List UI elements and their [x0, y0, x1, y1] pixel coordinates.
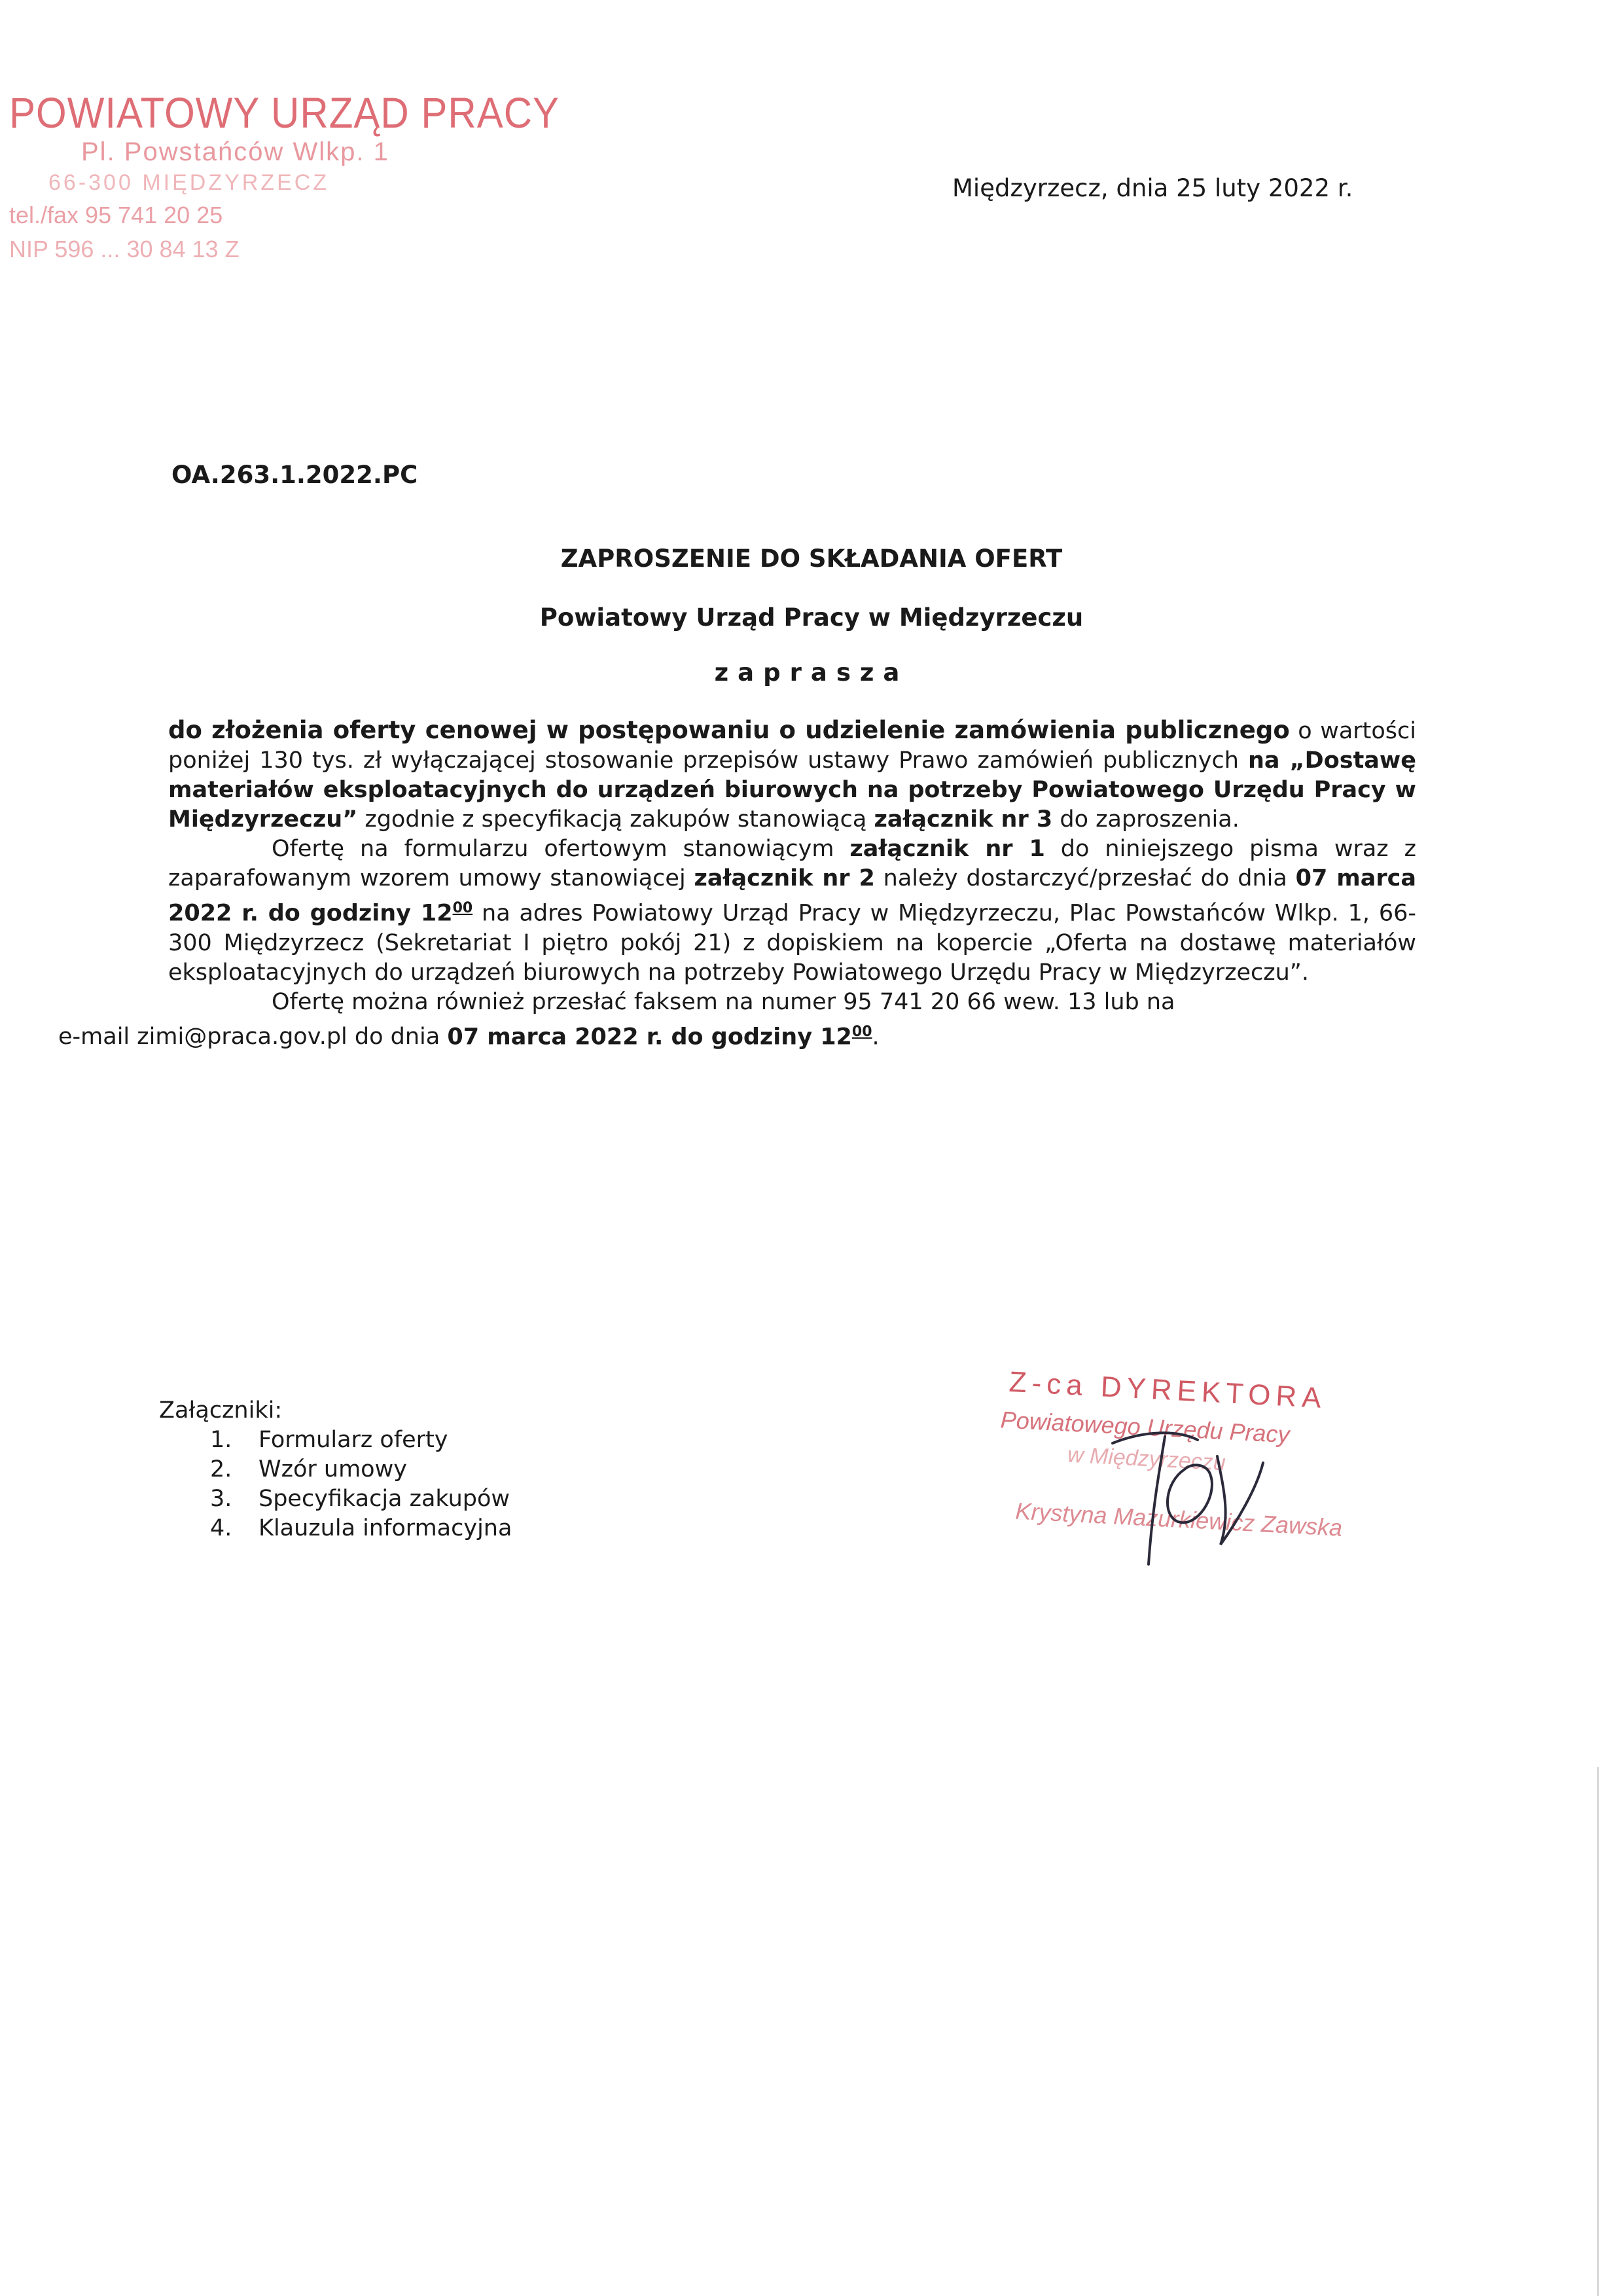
document-date: Międzyrzecz, dnia 25 luty 2022 r. — [952, 174, 1353, 202]
paragraph-3 — [58, 988, 1416, 1052]
organization-name: Powiatowy Urząd Pracy w Międzyrzeczu — [539, 603, 1084, 632]
deadline-minutes: 00 — [452, 900, 473, 916]
stamp-line-1: POWIATOWY URZĄD PRACY — [9, 88, 560, 137]
list-item — [159, 1455, 512, 1484]
deadline: 07 marca 2022 r. do godziny 12 — [168, 865, 1416, 927]
stamp-line-3: 66-300 MIĘDZYRZECZ — [48, 170, 330, 195]
list-item-label: Wzór umowy — [259, 1456, 407, 1482]
list-item-number: 2. — [210, 1456, 232, 1482]
list-item — [159, 1484, 512, 1514]
list-item-number: 3. — [210, 1486, 232, 1512]
paragraph-1 — [168, 715, 1416, 834]
deadline-email: 07 marca 2022 r. do godziny 12 — [447, 1024, 852, 1050]
paragraph-1-text-1: o wartości poniżej 130 tys. zł wyłączającej stosowanie przepisów ustawy Prawo zamówień publicznych — [168, 718, 1416, 774]
list-item-label: Formularz oferty — [259, 1427, 448, 1453]
paragraph-2-text-1: Ofertę na formularzu ofertowym stanowiącym — [272, 836, 850, 862]
scan-edge-line — [1597, 1767, 1599, 2296]
stamp-line-4: tel./fax 95 741 20 25 — [9, 202, 223, 228]
attachments-heading: Załączniki: — [159, 1397, 283, 1424]
list-item-label: Specyfikacja zakupów — [259, 1486, 510, 1512]
signature-stamp-line-1: Z-ca DYREKTORA — [1008, 1365, 1327, 1415]
paragraph-3-text-2: e-mail zimi@praca.gov.pl do dnia — [58, 1024, 448, 1050]
list-item-label: Klauzula informacyjna — [259, 1515, 512, 1541]
paragraph-2 — [168, 834, 1416, 988]
paragraph-2-text-3: należy dostarczyć/przesłać do dnia — [874, 865, 1296, 891]
list-item — [159, 1514, 512, 1543]
paragraph-2-text-4: na adres Powiatowy Urząd Pracy w Międzyrzeczu, Plac Powstańców Wlkp. 1, 66-300 Międzyrzecz (Sekretariat I piętro pokój 21) z dopiskiem na kopercie „Oferta na dostawę materiałów eksploatacyjnych do urządzeń biurowych na potrzeby Powiatowego Urzędu Pracy w Międzyrzeczu”. — [168, 900, 1416, 986]
attachment-1-ref: załącznik nr 1 — [849, 836, 1045, 862]
signature-stamp-line-4: Krystyna Mazurkiewicz Zawska — [1014, 1497, 1344, 1541]
attachments-section — [159, 1396, 512, 1543]
list-item-number: 1. — [210, 1427, 232, 1453]
stamp-line-5: NIP 596 ... 30 84 13 Z — [9, 236, 240, 262]
document-title: ZAPROSZENIE DO SKŁADANIA OFERT — [560, 545, 1063, 573]
paragraph-3-text-1: Ofertę można również przesłać faksem na numer 95 741 20 66 wew. 13 lub na — [272, 988, 1175, 1015]
signature-stamp-line-2: Powiatowego Urzędu Pracy — [999, 1406, 1291, 1448]
letter-body — [58, 715, 1416, 1052]
handwritten-signature — [1086, 1417, 1283, 1574]
signature-stamp-line-3: w Międzyrzeczu — [1067, 1442, 1226, 1476]
stamp-line-2: Pl. Powstańców Wlkp. 1 — [81, 137, 389, 166]
paragraph-2-text-2: do niniejszego pisma wraz z zaparafowanym wzorem umowy stanowiącej — [168, 836, 1416, 891]
paragraph-1-lead: do złożenia oferty cenowej w postępowaniu o udzielenie zamówienia publicznego — [168, 716, 1290, 744]
office-stamp — [9, 88, 560, 280]
invites-word: zaprasza — [714, 658, 909, 687]
paragraph-3-text-3: . — [872, 1024, 880, 1050]
list-item — [159, 1426, 512, 1455]
reference-number: OA.263.1.2022.PC — [171, 461, 418, 489]
attachments-list — [159, 1426, 512, 1543]
paragraph-1-text-2: zgodnie z specyfikacją zakupów stanowiącą — [357, 806, 874, 833]
paragraph-1-text-3: do zaproszenia. — [1052, 806, 1240, 833]
attachment-3-ref: załącznik nr 3 — [874, 806, 1053, 833]
attachment-2-ref: załącznik nr 2 — [694, 865, 875, 891]
deadline-email-minutes: 00 — [851, 1023, 872, 1040]
paragraph-1-subject: na „Dostawę materiałów eksploatacyjnych do urządzeń biurowych na potrzeby Powiatowego Urzędu Pracy w Międzyrzeczu” — [168, 747, 1416, 833]
list-item-number: 4. — [210, 1515, 232, 1541]
